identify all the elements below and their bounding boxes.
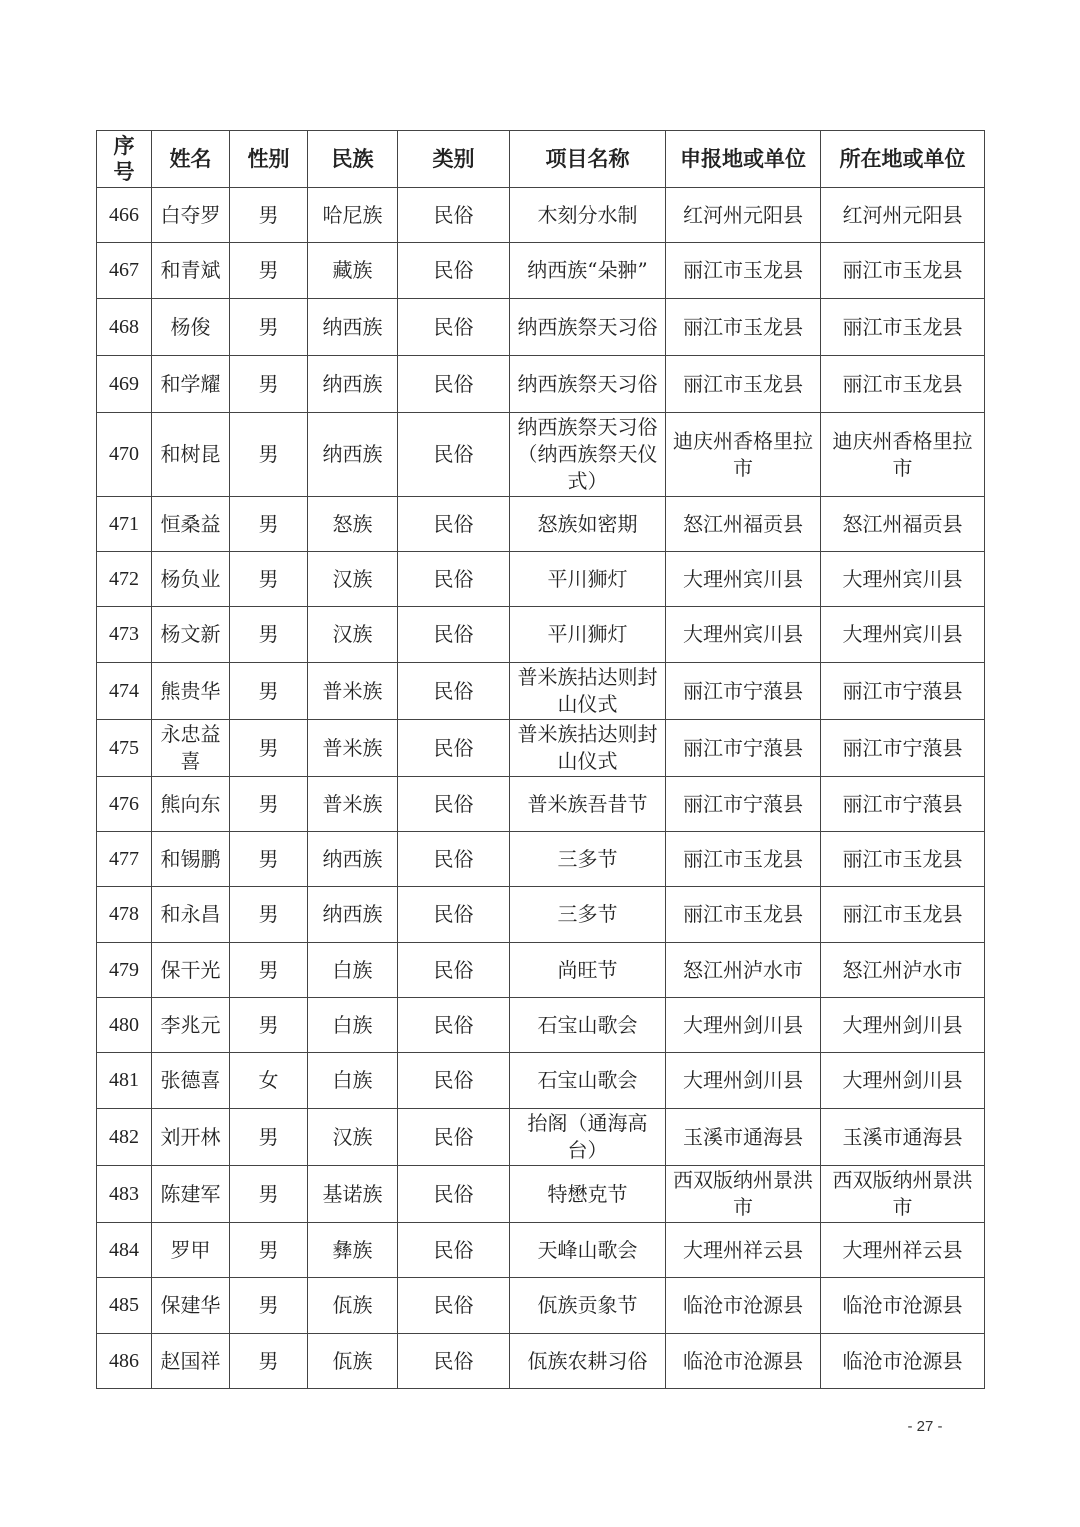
cell-category: 民俗 <box>398 1278 510 1334</box>
cell-gender: 男 <box>230 777 308 832</box>
cell-name: 永忠益喜 <box>152 720 230 777</box>
cell-location: 大理州剑川县 <box>821 998 985 1053</box>
cell-seq: 470 <box>97 413 152 497</box>
cell-gender: 男 <box>230 998 308 1053</box>
cell-ethnicity: 汉族 <box>308 1109 398 1166</box>
cell-seq: 476 <box>97 777 152 832</box>
header-applicant: 申报地或单位 <box>666 131 821 188</box>
table-row <box>97 1109 985 1166</box>
cell-category: 民俗 <box>398 607 510 663</box>
cell-category: 民俗 <box>398 413 510 497</box>
cell-gender: 男 <box>230 552 308 607</box>
cell-applicant: 大理州祥云县 <box>666 1223 821 1278</box>
cell-applicant: 丽江市玉龙县 <box>666 832 821 887</box>
cell-project: 平川狮灯 <box>510 607 666 663</box>
cell-applicant: 红河州元阳县 <box>666 188 821 243</box>
cell-name: 张德喜 <box>152 1053 230 1109</box>
table-row <box>97 413 985 497</box>
cell-ethnicity: 普米族 <box>308 663 398 720</box>
cell-name: 保干光 <box>152 943 230 998</box>
header-category: 类别 <box>398 131 510 188</box>
cell-project: 普米族吾昔节 <box>510 777 666 832</box>
cell-gender: 男 <box>230 607 308 663</box>
cell-ethnicity: 佤族 <box>308 1334 398 1389</box>
cell-category: 民俗 <box>398 832 510 887</box>
cell-seq: 482 <box>97 1109 152 1166</box>
cell-applicant: 丽江市玉龙县 <box>666 887 821 943</box>
cell-category: 民俗 <box>398 188 510 243</box>
cell-applicant: 迪庆州香格里拉市 <box>666 413 821 497</box>
cell-gender: 男 <box>230 243 308 299</box>
cell-location: 玉溪市通海县 <box>821 1109 985 1166</box>
cell-ethnicity: 纳西族 <box>308 832 398 887</box>
cell-location: 大理州剑川县 <box>821 1053 985 1109</box>
heritage-inheritor-table-container <box>96 130 984 1389</box>
cell-project: 石宝山歌会 <box>510 998 666 1053</box>
cell-applicant: 临沧市沧源县 <box>666 1278 821 1334</box>
cell-ethnicity: 纳西族 <box>308 887 398 943</box>
cell-ethnicity: 纳西族 <box>308 356 398 413</box>
cell-category: 民俗 <box>398 243 510 299</box>
cell-project: 普米族拈达则封山仪式 <box>510 663 666 720</box>
cell-ethnicity: 普米族 <box>308 720 398 777</box>
cell-applicant: 临沧市沧源县 <box>666 1334 821 1389</box>
cell-applicant: 玉溪市通海县 <box>666 1109 821 1166</box>
cell-seq: 478 <box>97 887 152 943</box>
cell-applicant: 大理州宾川县 <box>666 552 821 607</box>
cell-name: 刘开林 <box>152 1109 230 1166</box>
cell-name: 熊向东 <box>152 777 230 832</box>
cell-location: 大理州祥云县 <box>821 1223 985 1278</box>
table-row <box>97 299 985 356</box>
cell-category: 民俗 <box>398 552 510 607</box>
cell-category: 民俗 <box>398 720 510 777</box>
table-row <box>97 552 985 607</box>
cell-name: 和青斌 <box>152 243 230 299</box>
cell-seq: 485 <box>97 1278 152 1334</box>
cell-gender: 男 <box>230 188 308 243</box>
cell-category: 民俗 <box>398 1223 510 1278</box>
table-row <box>97 1223 985 1278</box>
table-row <box>97 998 985 1053</box>
cell-project: 纳西族祭天习俗 <box>510 356 666 413</box>
cell-location: 丽江市玉龙县 <box>821 887 985 943</box>
header-ethnicity: 民族 <box>308 131 398 188</box>
header-gender: 性别 <box>230 131 308 188</box>
cell-applicant: 丽江市玉龙县 <box>666 356 821 413</box>
table-row <box>97 497 985 552</box>
cell-gender: 男 <box>230 832 308 887</box>
table-row <box>97 1334 985 1389</box>
table-row <box>97 1053 985 1109</box>
cell-project: 木刻分水制 <box>510 188 666 243</box>
cell-ethnicity: 白族 <box>308 943 398 998</box>
table-row <box>97 188 985 243</box>
cell-location: 大理州宾川县 <box>821 607 985 663</box>
cell-project: 石宝山歌会 <box>510 1053 666 1109</box>
cell-name: 和永昌 <box>152 887 230 943</box>
cell-name: 和学耀 <box>152 356 230 413</box>
cell-category: 民俗 <box>398 777 510 832</box>
cell-seq: 471 <box>97 497 152 552</box>
cell-seq: 472 <box>97 552 152 607</box>
cell-seq: 486 <box>97 1334 152 1389</box>
cell-category: 民俗 <box>398 1053 510 1109</box>
cell-name: 杨负业 <box>152 552 230 607</box>
cell-category: 民俗 <box>398 943 510 998</box>
cell-gender: 男 <box>230 1109 308 1166</box>
cell-applicant: 大理州剑川县 <box>666 1053 821 1109</box>
header-project: 项目名称 <box>510 131 666 188</box>
cell-ethnicity: 汉族 <box>308 552 398 607</box>
cell-project: 佤族农耕习俗 <box>510 1334 666 1389</box>
cell-location: 红河州元阳县 <box>821 188 985 243</box>
cell-applicant: 怒江州福贡县 <box>666 497 821 552</box>
cell-location: 丽江市宁蒗县 <box>821 720 985 777</box>
cell-project: 怒族如密期 <box>510 497 666 552</box>
table-row <box>97 720 985 777</box>
cell-seq: 480 <box>97 998 152 1053</box>
table-row <box>97 243 985 299</box>
cell-name: 和锡鹏 <box>152 832 230 887</box>
cell-gender: 男 <box>230 497 308 552</box>
cell-ethnicity: 基诺族 <box>308 1166 398 1223</box>
cell-seq: 473 <box>97 607 152 663</box>
cell-project: 尚旺节 <box>510 943 666 998</box>
table-header <box>97 131 985 188</box>
cell-category: 民俗 <box>398 887 510 943</box>
header-row <box>97 131 985 188</box>
cell-location: 丽江市宁蒗县 <box>821 663 985 720</box>
heritage-inheritor-table <box>96 130 985 1389</box>
cell-name: 杨俊 <box>152 299 230 356</box>
cell-gender: 男 <box>230 299 308 356</box>
cell-gender: 男 <box>230 1334 308 1389</box>
cell-ethnicity: 白族 <box>308 1053 398 1109</box>
table-row <box>97 663 985 720</box>
cell-location: 临沧市沧源县 <box>821 1334 985 1389</box>
page-number: - 27 - <box>907 1418 943 1435</box>
cell-seq: 466 <box>97 188 152 243</box>
cell-ethnicity: 白族 <box>308 998 398 1053</box>
header-location: 所在地或单位 <box>821 131 985 188</box>
cell-project: 三多节 <box>510 887 666 943</box>
cell-name: 罗甲 <box>152 1223 230 1278</box>
header-name: 姓名 <box>152 131 230 188</box>
cell-project: 天峰山歌会 <box>510 1223 666 1278</box>
cell-seq: 481 <box>97 1053 152 1109</box>
cell-ethnicity: 纳西族 <box>308 299 398 356</box>
cell-location: 丽江市玉龙县 <box>821 299 985 356</box>
cell-category: 民俗 <box>398 1166 510 1223</box>
cell-location: 丽江市宁蒗县 <box>821 777 985 832</box>
cell-seq: 467 <box>97 243 152 299</box>
cell-category: 民俗 <box>398 998 510 1053</box>
table-row <box>97 356 985 413</box>
cell-category: 民俗 <box>398 299 510 356</box>
cell-project: 纳西族祭天习俗（纳西族祭天仪式） <box>510 413 666 497</box>
cell-seq: 484 <box>97 1223 152 1278</box>
cell-applicant: 丽江市玉龙县 <box>666 299 821 356</box>
table-row <box>97 1278 985 1334</box>
cell-seq: 475 <box>97 720 152 777</box>
cell-project: 纳西族“朵翀” <box>510 243 666 299</box>
cell-seq: 474 <box>97 663 152 720</box>
cell-category: 民俗 <box>398 1334 510 1389</box>
cell-gender: 男 <box>230 943 308 998</box>
cell-applicant: 丽江市宁蒗县 <box>666 777 821 832</box>
cell-applicant: 大理州剑川县 <box>666 998 821 1053</box>
cell-applicant: 丽江市玉龙县 <box>666 243 821 299</box>
cell-location: 丽江市玉龙县 <box>821 832 985 887</box>
cell-name: 杨文新 <box>152 607 230 663</box>
cell-location: 迪庆州香格里拉市 <box>821 413 985 497</box>
cell-seq: 477 <box>97 832 152 887</box>
cell-name: 陈建军 <box>152 1166 230 1223</box>
cell-name: 李兆元 <box>152 998 230 1053</box>
cell-name: 熊贵华 <box>152 663 230 720</box>
cell-location: 临沧市沧源县 <box>821 1278 985 1334</box>
table-row <box>97 777 985 832</box>
cell-project: 普米族拈达则封山仪式 <box>510 720 666 777</box>
cell-applicant: 怒江州泸水市 <box>666 943 821 998</box>
cell-project: 纳西族祭天习俗 <box>510 299 666 356</box>
cell-gender: 男 <box>230 356 308 413</box>
cell-name: 和树昆 <box>152 413 230 497</box>
cell-seq: 479 <box>97 943 152 998</box>
cell-location: 怒江州泸水市 <box>821 943 985 998</box>
header-seq: 序号 <box>97 131 152 188</box>
cell-location: 西双版纳州景洪市 <box>821 1166 985 1223</box>
cell-applicant: 丽江市宁蒗县 <box>666 663 821 720</box>
cell-project: 平川狮灯 <box>510 552 666 607</box>
cell-gender: 男 <box>230 1166 308 1223</box>
cell-name: 白夺罗 <box>152 188 230 243</box>
cell-seq: 468 <box>97 299 152 356</box>
cell-ethnicity: 纳西族 <box>308 413 398 497</box>
cell-project: 佤族贡象节 <box>510 1278 666 1334</box>
cell-ethnicity: 彝族 <box>308 1223 398 1278</box>
cell-ethnicity: 怒族 <box>308 497 398 552</box>
cell-seq: 483 <box>97 1166 152 1223</box>
cell-ethnicity: 藏族 <box>308 243 398 299</box>
cell-ethnicity: 佤族 <box>308 1278 398 1334</box>
cell-name: 保建华 <box>152 1278 230 1334</box>
cell-gender: 男 <box>230 663 308 720</box>
table-row <box>97 832 985 887</box>
cell-seq: 469 <box>97 356 152 413</box>
cell-category: 民俗 <box>398 356 510 413</box>
cell-ethnicity: 哈尼族 <box>308 188 398 243</box>
cell-location: 大理州宾川县 <box>821 552 985 607</box>
table-body <box>97 188 985 1389</box>
cell-ethnicity: 普米族 <box>308 777 398 832</box>
cell-category: 民俗 <box>398 663 510 720</box>
table-row <box>97 887 985 943</box>
cell-location: 怒江州福贡县 <box>821 497 985 552</box>
cell-name: 恒桑益 <box>152 497 230 552</box>
cell-gender: 男 <box>230 1278 308 1334</box>
cell-name: 赵国祥 <box>152 1334 230 1389</box>
cell-applicant: 大理州宾川县 <box>666 607 821 663</box>
table-row <box>97 943 985 998</box>
cell-applicant: 西双版纳州景洪市 <box>666 1166 821 1223</box>
cell-gender: 女 <box>230 1053 308 1109</box>
cell-gender: 男 <box>230 1223 308 1278</box>
cell-applicant: 丽江市宁蒗县 <box>666 720 821 777</box>
table-row <box>97 607 985 663</box>
table-row <box>97 1166 985 1223</box>
cell-project: 抬阁（通海高台） <box>510 1109 666 1166</box>
cell-project: 三多节 <box>510 832 666 887</box>
cell-project: 特懋克节 <box>510 1166 666 1223</box>
cell-category: 民俗 <box>398 1109 510 1166</box>
cell-ethnicity: 汉族 <box>308 607 398 663</box>
cell-location: 丽江市玉龙县 <box>821 243 985 299</box>
cell-gender: 男 <box>230 720 308 777</box>
cell-gender: 男 <box>230 413 308 497</box>
cell-gender: 男 <box>230 887 308 943</box>
cell-location: 丽江市玉龙县 <box>821 356 985 413</box>
cell-category: 民俗 <box>398 497 510 552</box>
